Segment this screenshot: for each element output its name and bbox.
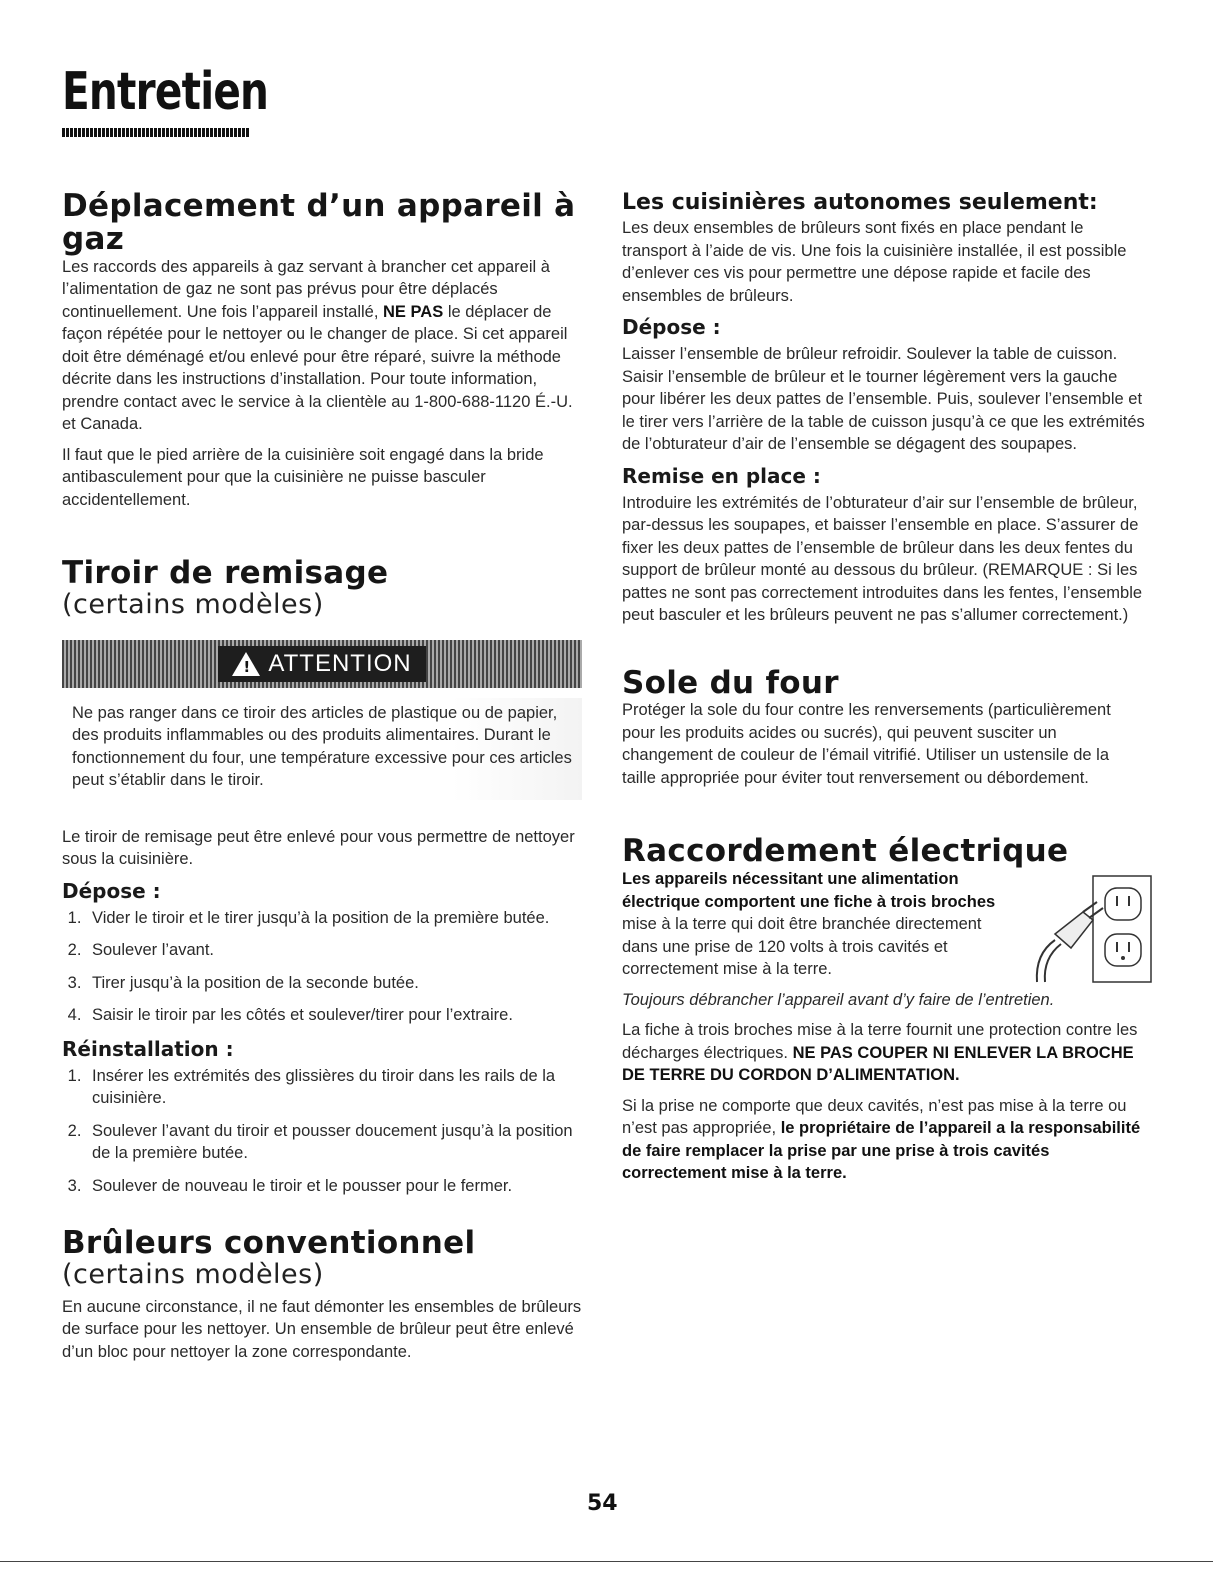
sole-paragraph: Protéger la sole du four contre les renversements (particulièrement pour les produits acides ou sucrés), qui peuvent susciter un changement de couleur de l’émail vitrifié. Utiliser un ustensile de la taille appropriée pour éviter tout renversement ou débordement. — [622, 701, 1111, 787]
grounded-plug-outlet-icon — [1025, 874, 1153, 984]
section-heading-sole: Sole du four — [622, 664, 839, 701]
depose-heading-left: Dépose : — [62, 878, 161, 903]
deplacement-text-b: le déplacer de façon répétée pour le nettoyer ou le changer de place. Si cet appareil doit être déménagé et/ou enlevé pour être réparé, suivre la méthode décrite dans les instructions d’installation. Pour toute information, prendre contact avec le service à la clientèle au 1-800-688-1120 É.-U. et Canada. — [62, 302, 573, 434]
section-heading-autonomes: Les cuisinières autonomes seulement: — [622, 190, 1098, 215]
page-number: 54 — [587, 1491, 618, 1516]
bruleurs-paragraph: En aucune circonstance, il ne faut démonter les ensembles de brûleurs de surface pour les nettoyer. Un ensemble de brûleur peut être enlevé d’un bloc pour nettoyer la zone correspondante. — [62, 1297, 582, 1361]
depose-heading-right: Dépose : — [622, 315, 721, 339]
remise-heading: Remise en place : — [622, 463, 821, 488]
raccordement-text: mise à la terre qui doit être branchée directement dans une prise de 120 volts à trois cavités et correctement mise à la terre. — [622, 915, 982, 979]
page-title: Entretien — [62, 62, 269, 122]
list-item: 1. Vider le tiroir et le tirer jusqu’à la position de la première butée. — [86, 907, 582, 930]
reinstallation-heading: Réinstallation : — [62, 1036, 234, 1061]
attention-banner — [62, 640, 582, 688]
autonomes-paragraph: Les deux ensembles de brûleurs sont fixés en place pendant le transport à l’aide de vis. Une fois la cuisinière installée, il est possible d’enlever ces vis pour permettre une dépose rapide et facile des ensembles de brûleurs. — [622, 219, 1127, 305]
tiroir-intro: Le tiroir de remisage peut être enlevé pour vous permettre de nettoyer sous la cuisinière. — [62, 827, 575, 869]
list-item: 3. Soulever de nouveau le tiroir et le pousser pour le fermer. — [86, 1175, 582, 1198]
remise-paragraph: Introduire les extrémités de l’obturateur d’air sur l’ensemble de brûleur, par-dessus les soupapes, et baisser l’ensemble en place. S’assurer de fixer les deux pattes de l’ensemble de brûleur dans les deux fentes du support de brûleur monté au dessous du brûleur. (REMARQUE : Si les pattes ne sont pas correctement introduites dans les fentes, l’ensemble peut basculer et les brûleurs peuvent ne pas s’allumer correctement.) — [622, 493, 1143, 624]
attention-label-box — [218, 646, 425, 682]
raccordement-paragraph-1 — [622, 868, 1017, 981]
raccordement-paragraph-4 — [622, 1095, 1147, 1185]
section-heading-tiroir: Tiroir de remisage — [62, 555, 389, 592]
raccordement-p4-bold: le propriétaire de l’appareil a la responsabilité de faire remplacer la prise par une prise à trois cavités correctement mise à la terre. — [622, 1119, 1141, 1183]
list-item: 2. Soulever l’avant du tiroir et pousser doucement jusqu’à la position de la première butée. — [86, 1120, 582, 1165]
attention-message: Ne pas ranger dans ce tiroir des articles de plastique ou de papier, des produits inflammables ou des produits alimentaires. Durant le fonctionnement du four, une température excessive pour ces articles peut s’établir dans le tiroir. — [62, 698, 582, 800]
list-item: 3. Tirer jusqu’à la position de la seconde butée. — [86, 972, 582, 995]
raccordement-p3-text: La fiche à trois broches mise à la terre fournit une protection contre les décharges électriques. — [622, 1021, 1138, 1062]
depose-paragraph-right: Laisser l’ensemble de brûleur refroidir. Soulever la table de cuisson. Saisir l’ensemble de brûleur et le tourner légèrement vers la gauche pour libérer les deux pattes de l’ensemble. Puis, soulever l’ensemble et le tirer vers l’arrière de la table de cuisson jusqu’à ce que les extrémités de l’obturateur d’air de l’ensemble se dégagent des soupapes. — [622, 345, 1145, 453]
section-subheading-tiroir: (certains modèles) — [62, 589, 324, 621]
left-column — [62, 190, 582, 1371]
list-item: 4. Saisir le tiroir par les côtés et soulever/tirer pour l’extraire. — [86, 1004, 582, 1027]
attention-label: ATTENTION — [268, 649, 412, 677]
raccordement-italic-note: Toujours débrancher l’appareil avant d’y faire de l’entretien. — [622, 990, 1055, 1009]
section-heading-deplacement: Déplacement d’un appareil à gaz — [62, 188, 576, 257]
reinstallation-steps-list — [62, 1065, 582, 1198]
raccordement-p4-text: Si la prise ne comporte que deux cavités, n’est pas mise à la terre ou n’est pas appropriée, — [622, 1096, 1127, 1138]
section-subheading-bruleurs: (certains modèles) — [62, 1259, 324, 1291]
deplacement-paragraph-2: Il faut que le pied arrière de la cuisinière soit engagé dans la bride antibasculement pour que la cuisinière ne puisse basculer accidentellement. — [62, 445, 544, 509]
raccordement-bold-text: Les appareils nécessitant une alimentation électrique comportent une fiche à trois broches — [622, 870, 996, 911]
title-underline — [62, 128, 250, 137]
bottom-rule — [0, 1561, 1213, 1562]
warning-triangle-icon: ! — [232, 652, 260, 676]
list-item: 2. Soulever l’avant. — [86, 939, 582, 962]
raccordement-p3-bold: NE PAS COUPER NI ENLEVER LA BROCHE DE TERRE DU CORDON D’ALIMENTATION. — [622, 1043, 1134, 1085]
right-column — [622, 190, 1147, 1193]
deplacement-text-a: Les raccords des appareils à gaz servant à brancher cet appareil à l’alimentation de gaz ne sont pas prévus pour être déplacés continuellement. Une fois l’appareil installé, — [62, 257, 550, 321]
section-heading-raccordement: Raccordement électrique — [622, 833, 1069, 870]
list-item: 1. Insérer les extrémités des glissières du tiroir dans les rails de la cuisinière. — [86, 1065, 582, 1110]
raccordement-paragraph-3 — [622, 1019, 1147, 1087]
raccordement-block — [622, 868, 1147, 981]
section-heading-bruleurs: Brûleurs conventionnel — [62, 1225, 476, 1262]
deplacement-text-bold: NE PAS — [383, 302, 444, 321]
deplacement-paragraph-1 — [62, 256, 582, 436]
depose-steps-list — [62, 907, 582, 1027]
